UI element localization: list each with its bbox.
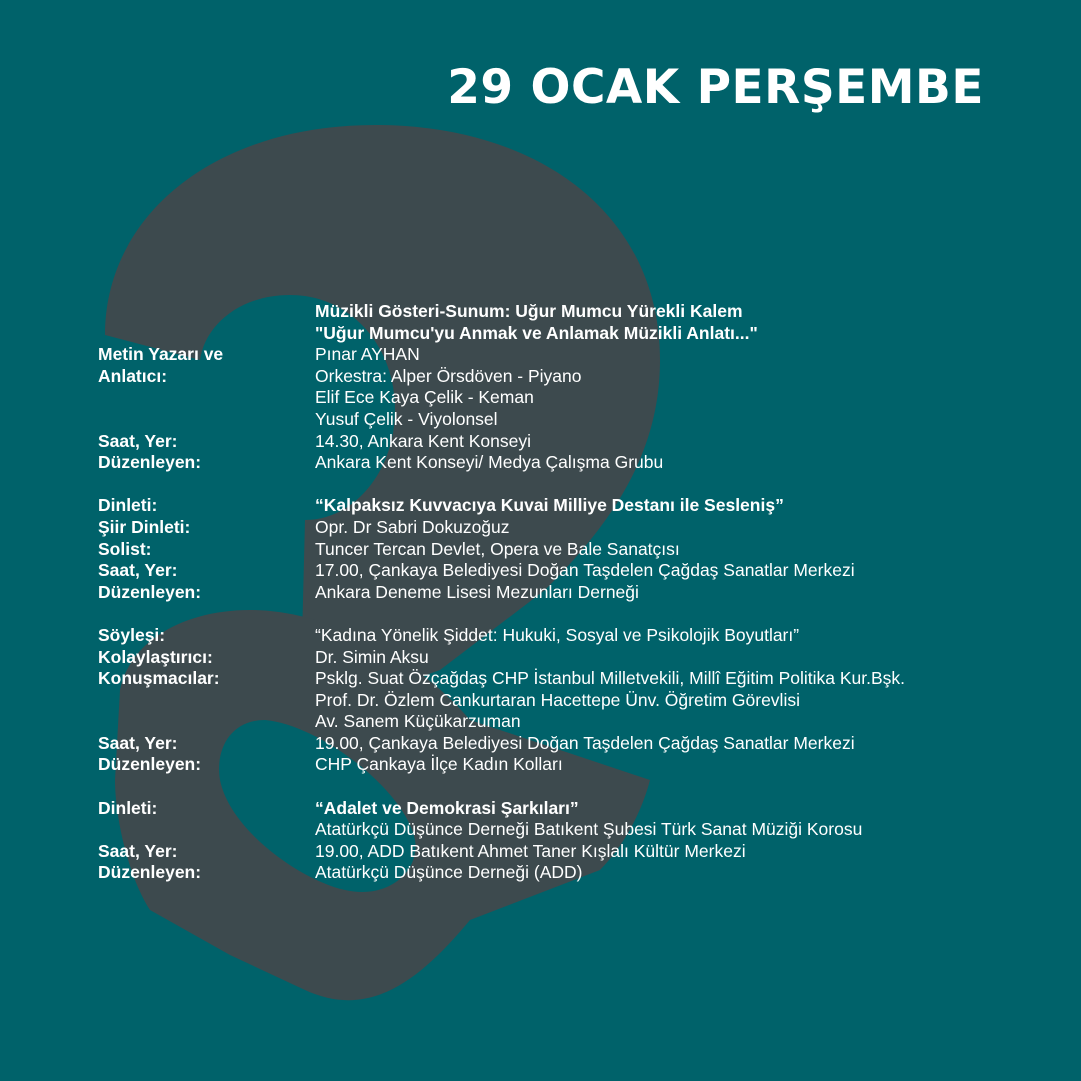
- event-value: “Kalpaksız Kuvvacıya Kuvai Milliye Destanı ile Sesleniş”: [315, 495, 784, 516]
- event-row: [98, 647, 1058, 669]
- event-value: Elif Ece Kaya Çelik - Keman: [315, 387, 534, 408]
- event-row: [98, 409, 1058, 431]
- event-row: [98, 452, 1058, 474]
- event-row: [98, 301, 1058, 323]
- event-value: Tuncer Tercan Devlet, Opera ve Bale Sanatçısı: [315, 538, 680, 559]
- event-value: Dr. Simin Aksu: [315, 646, 429, 667]
- event-block: [98, 301, 1058, 474]
- event-value: Atatürkçü Düşünce Derneği Batıkent Şubesi Türk Sanat Müziği Korosu: [315, 819, 863, 840]
- event-row: [98, 690, 1058, 712]
- page-title: 29 OCAK PERŞEMBE: [447, 60, 984, 115]
- event-row: [98, 323, 1058, 345]
- event-value: “Kadına Yönelik Şiddet: Hukuki, Sosyal ve Psikolojik Boyutları”: [315, 624, 800, 645]
- event-label: Saat, Yer:: [98, 560, 178, 581]
- event-value: Müzikli Gösteri-Sunum: Uğur Mumcu Yürekli Kalem: [315, 301, 743, 321]
- event-block: [98, 495, 1058, 603]
- event-label: Şiir Dinleti:: [98, 516, 191, 537]
- event-label: Dinleti:: [98, 495, 158, 516]
- event-value: Ankara Kent Konseyi/ Medya Çalışma Grubu: [315, 452, 664, 473]
- event-row: [98, 733, 1058, 755]
- event-value: Pınar AYHAN: [315, 344, 420, 365]
- event-value: Opr. Dr Sabri Dokuzoğuz: [315, 516, 510, 537]
- event-label: Konuşmacılar:: [98, 668, 220, 689]
- event-row: [98, 754, 1058, 776]
- event-label: Saat, Yer:: [98, 840, 178, 861]
- event-value: CHP Çankaya İlçe Kadın Kolları: [315, 754, 563, 775]
- event-row: [98, 387, 1058, 409]
- event-value: Psklg. Suat Özçağdaş CHP İstanbul Milletvekili, Millî Eğitim Politika Kur.Bşk.: [315, 668, 906, 689]
- event-value: “Adalet ve Demokrasi Şarkıları”: [315, 797, 579, 818]
- event-label: Solist:: [98, 538, 152, 559]
- event-row: [98, 862, 1058, 884]
- event-row: [98, 366, 1058, 388]
- event-row: [98, 560, 1058, 582]
- event-value: 17.00, Çankaya Belediyesi Doğan Taşdelen Çağdaş Sanatlar Merkezi: [315, 560, 855, 581]
- event-row: [98, 539, 1058, 561]
- event-label: Düzenleyen:: [98, 581, 202, 602]
- event-value: Atatürkçü Düşünce Derneği (ADD): [315, 862, 583, 883]
- event-block: [98, 798, 1058, 884]
- event-label: Metin Yazarı ve Anlatıcı:: [98, 344, 224, 386]
- event-value: Prof. Dr. Özlem Cankurtaran Hacettepe Ünv. Öğretim Görevlisi: [315, 689, 800, 710]
- event-label: Dinleti:: [98, 797, 158, 818]
- event-row: [98, 495, 1058, 517]
- event-row: [98, 841, 1058, 863]
- event-label: Düzenleyen:: [98, 862, 202, 883]
- event-label: Kolaylaştırıcı:: [98, 646, 213, 667]
- event-row: [98, 431, 1058, 453]
- event-value: Av. Sanem Küçükarzuman: [315, 711, 521, 732]
- event-row: [98, 625, 1058, 647]
- event-label: Düzenleyen:: [98, 452, 202, 473]
- event-value: "Uğur Mumcu'yu Anmak ve Anlamak Müzikli Anlatı...": [315, 322, 758, 343]
- event-program: [98, 301, 1058, 906]
- event-label: Söyleşi:: [98, 624, 166, 645]
- event-row: [98, 517, 1058, 539]
- event-label: Düzenleyen:: [98, 754, 202, 775]
- event-label: Saat, Yer:: [98, 732, 178, 753]
- event-row: [98, 668, 1058, 690]
- event-label: Saat, Yer:: [98, 430, 178, 451]
- event-value: Orkestra: Alper Örsdöven - Piyano: [315, 365, 582, 386]
- event-value: 19.00, ADD Batıkent Ahmet Taner Kışlalı Kültür Merkezi: [315, 840, 746, 861]
- event-value: Ankara Deneme Lisesi Mezunları Derneği: [315, 581, 639, 602]
- event-row: [98, 582, 1058, 604]
- event-value: Yusuf Çelik - Viyolonsel: [315, 408, 498, 429]
- event-row: [98, 819, 1058, 841]
- event-row: [98, 798, 1058, 820]
- event-block: [98, 625, 1058, 776]
- event-value: 14.30, Ankara Kent Konseyi: [315, 430, 531, 451]
- event-row: [98, 711, 1058, 733]
- event-value: 19.00, Çankaya Belediyesi Doğan Taşdelen Çağdaş Sanatlar Merkezi: [315, 732, 855, 753]
